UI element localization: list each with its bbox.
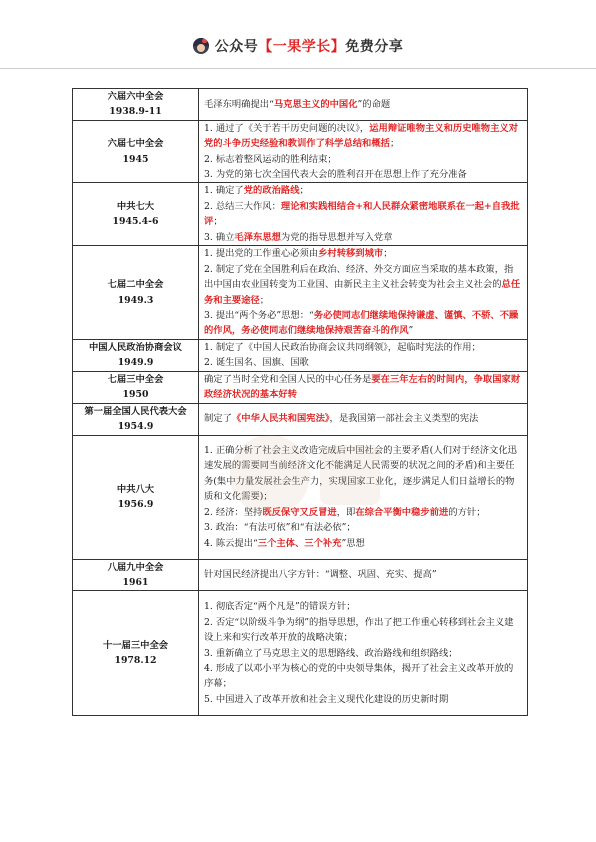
body-text: 3. 为党的第七次全国代表大会的胜利召开在思想上作了充分准备 <box>204 169 467 181</box>
content-cell <box>199 340 528 372</box>
table-row <box>73 246 528 340</box>
body-text: 4. 形成了以邓小平为核心的党的中央领导集体，揭开了社会主义改革开放的序幕； <box>204 663 514 690</box>
meeting-date: 1945 <box>122 153 149 165</box>
meeting-name: 中共七大 <box>116 200 155 212</box>
table-row <box>73 591 528 716</box>
content-item <box>204 246 522 261</box>
header-bracket-open: 【 <box>258 39 273 55</box>
highlight-text: 三个主体、三个补充 <box>257 537 342 549</box>
content-cell <box>199 246 528 340</box>
content-item <box>204 199 522 230</box>
body-text: 3. 确立 <box>204 231 235 243</box>
content-item <box>204 121 522 152</box>
body-text: ； <box>389 138 400 150</box>
page-header <box>0 34 596 58</box>
meeting-date: 1954.9 <box>117 421 154 433</box>
content-item <box>204 262 522 308</box>
content-item <box>204 372 522 403</box>
content-item <box>204 692 522 707</box>
table-row <box>73 340 528 372</box>
body-text: 2. 经济：坚持 <box>204 506 263 518</box>
meeting-date: 1949.3 <box>117 294 154 306</box>
highlight-text: 马克思主义的中国化 <box>273 98 358 110</box>
header-brand: 一果学长 <box>272 39 331 55</box>
meetings-table <box>72 88 528 716</box>
body-text: 3. 提出“两个务必”思想：“ <box>204 309 314 321</box>
content-item <box>204 230 522 245</box>
body-text: 为党的指导思想并写入党章 <box>280 231 393 243</box>
table-row <box>73 559 528 591</box>
header-title <box>215 36 404 56</box>
body-text: 2. 诞生国名、国旗、国歌 <box>204 357 309 369</box>
content-cell <box>199 403 528 435</box>
header-suffix: 免费分享 <box>345 39 404 55</box>
body-text: ” <box>408 325 414 337</box>
content-item <box>204 308 522 339</box>
body-text: 制定了 <box>204 413 232 425</box>
content-item <box>204 340 522 355</box>
highlight-text: 毛泽东思想 <box>234 231 281 243</box>
meeting-date: 1950 <box>122 389 149 401</box>
body-text: ； <box>213 216 223 228</box>
header-prefix: 公众号 <box>214 39 259 55</box>
content-item <box>204 520 522 535</box>
highlight-text: 党的政治路线 <box>243 185 300 197</box>
meeting-date: 1938.9-11 <box>109 106 162 118</box>
avatar-icon <box>193 38 209 54</box>
body-text: 1. 确定了 <box>204 185 244 197</box>
content-item <box>204 599 522 614</box>
table-row <box>73 371 528 403</box>
meeting-cell <box>73 371 199 403</box>
content-item <box>204 661 522 692</box>
body-text: 确定了当时全党和全国人民的中心任务是 <box>204 373 372 385</box>
body-text: ，是我国第一部社会主义类型的宪法 <box>329 413 479 425</box>
table-row <box>73 120 528 183</box>
highlight-text: 理论和实践相结合+和人民群众紧密地联系在一起+自我批评 <box>204 200 520 228</box>
content-cell <box>199 591 528 716</box>
highlight-text: 运用辩证唯物主义和历史唯物主义对党的斗争历史经验和教训作了科学总结和概括 <box>204 122 518 150</box>
body-text: 2. 总结三大作风： <box>204 200 281 212</box>
content-item <box>204 183 522 198</box>
highlight-text: 在综合平衡中稳步前进 <box>355 506 449 518</box>
highlight-text: 要在三年左右的时间内，争取国家财政经济状况的基本好转 <box>204 373 521 401</box>
header-bracket-close: 】 <box>330 39 346 55</box>
body-text: 1. 正确分析了社会主义改造完成后中国社会的主要矛盾(人们对于经济文化迅速发展的需要同当前经济文化不能满足人民需要的状况之间的矛盾)和主要任务(集中力量发展社会生产力，实现国家工业化，逐步满足人们日益增长的物质和文化需要)； <box>204 445 517 503</box>
meeting-date: 1961 <box>122 576 149 588</box>
content-cell <box>199 371 528 403</box>
body-text: 1. 制定了《中国人民政治协商会议共同纲领》，起临时宪法的作用； <box>204 342 481 354</box>
content-item <box>204 355 522 370</box>
content-item <box>204 646 522 661</box>
body-text: 2. 否定“以阶级斗争为纲”的指导思想，作出了把工作重心转移到社会主义建设上来和实行改革开放的战略决策； <box>204 616 514 644</box>
meeting-name: 六届七中全会 <box>107 138 164 150</box>
content-item <box>204 505 522 520</box>
body-text: 毛泽东明确提出“ <box>204 98 274 110</box>
body-text: 4. 陈云提出“ <box>204 537 258 549</box>
body-text: 2. 制定了党在全国胜利后在政治、经济、外交方面应当采取的基本政策，指出中国由农业国转变为工业国、由新民主主义社会转变为社会主义社会的 <box>204 263 514 291</box>
body-text: 1. 提出党的工作重心必须由 <box>204 248 319 260</box>
body-text: 2. 标志着整风运动的胜利结束； <box>204 153 337 165</box>
content-cell <box>199 89 528 121</box>
table-row <box>73 89 528 121</box>
body-text: ”思想 <box>341 537 365 549</box>
body-text: ，即 <box>336 506 356 518</box>
body-text: 的方针； <box>448 506 486 518</box>
meeting-cell <box>73 435 199 559</box>
meeting-cell <box>73 403 199 435</box>
content-cell <box>199 435 528 559</box>
content-item <box>204 152 522 167</box>
meeting-name: 中国人民政治协商会议 <box>89 342 182 354</box>
body-text: ； <box>259 294 270 306</box>
meeting-date: 1978.12 <box>114 655 157 667</box>
table-row <box>73 435 528 559</box>
body-text: ； <box>299 185 309 197</box>
body-text: 3. 政治：“有法可依”和“有法必依”； <box>204 522 356 534</box>
content-item <box>204 615 522 646</box>
body-text: 针对国民经济提出八字方针：“调整、巩固、充实、提高” <box>204 569 437 581</box>
body-text: 3. 重新确立了马克思主义的思想路线、政治路线和组织路线； <box>204 647 458 659</box>
meeting-name: 七届二中全会 <box>107 279 164 291</box>
table-row <box>73 403 528 435</box>
body-text: ”的命题 <box>357 98 391 110</box>
content-item <box>204 97 522 112</box>
meeting-name: 第一届全国人民代表大会 <box>84 405 187 417</box>
meeting-name: 六届六中全会 <box>107 91 164 102</box>
content-item <box>204 536 522 551</box>
content-item <box>204 443 522 505</box>
content-cell <box>199 183 528 246</box>
highlight-text: 总任务和主要途径 <box>204 279 521 306</box>
meeting-name: 七届三中全会 <box>107 373 164 385</box>
body-text: 1. 通过了《关于若干历史问题的决议》， <box>204 122 370 134</box>
body-text: 1. 彻底否定“两个凡是”的错误方针； <box>204 601 356 613</box>
meeting-cell <box>73 120 199 183</box>
meeting-name: 十一届三中全会 <box>102 639 169 651</box>
meeting-cell <box>73 89 199 121</box>
meeting-date: 1956.9 <box>117 499 154 510</box>
body-text: 5. 中国进入了改革开放和社会主义现代化建设的历史新时期 <box>204 693 449 705</box>
meeting-cell <box>73 591 199 716</box>
highlight-text: 务必使同志们继续地保持谦虚、谨慎、不骄、不躁的作风，务必使同志们继续地保持艰苦奋斗的作风 <box>204 309 519 337</box>
content-cell <box>199 559 528 591</box>
meeting-date: 1949.9 <box>117 357 154 369</box>
highlight-text: 乡村转移到城市 <box>318 248 384 260</box>
content-item <box>204 167 522 182</box>
header-divider <box>0 68 596 69</box>
meeting-cell <box>73 559 199 591</box>
meeting-cell <box>73 183 199 246</box>
meeting-cell <box>73 246 199 340</box>
content-item <box>204 411 522 426</box>
table-row <box>73 183 528 246</box>
content-item <box>204 567 522 582</box>
body-text: ； <box>383 248 393 260</box>
highlight-text: 《中华人民共和国宪法》 <box>231 413 330 425</box>
meeting-date: 1945.4-6 <box>112 216 159 228</box>
meeting-name: 八届九中全会 <box>107 561 164 573</box>
meeting-name: 中共八大 <box>116 483 155 495</box>
content-cell <box>199 120 528 183</box>
highlight-text: 既反保守又反冒进 <box>262 506 337 518</box>
meeting-cell <box>73 340 199 372</box>
